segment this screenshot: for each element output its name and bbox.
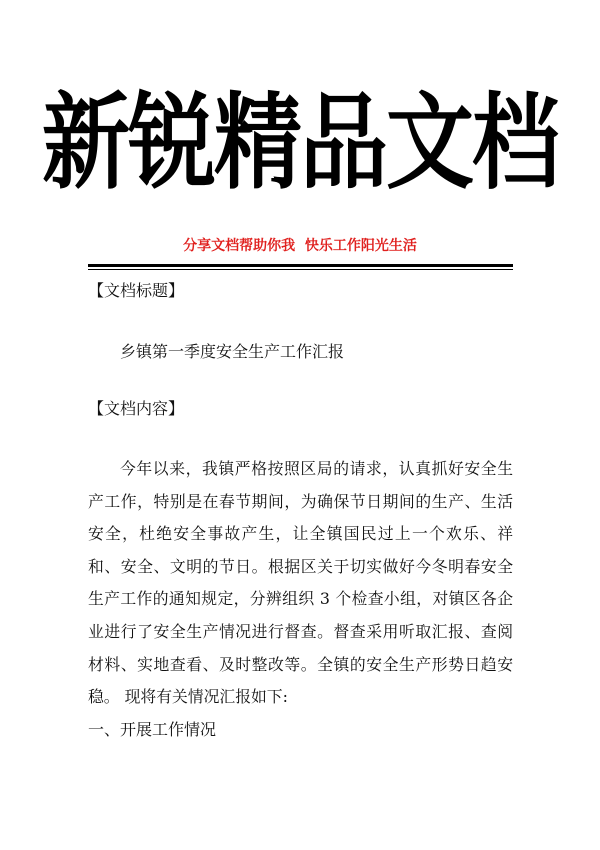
content-label: 【文档内容】 <box>88 399 185 418</box>
slogan: 分享文档帮助你我 快乐工作阳光生活 <box>183 238 417 254</box>
body-paragraph: 今年以来，我镇严格按照区局的请求，认真抓好安全生产工作，特别是在春节期间，为确保节日期间的生产、生活安全，杜绝安全事故产生，让全镇国民过上一个欢乐、祥和、安全、文明的节日。根据区关于切实做好今冬明春安全生产工作的通知规定，分辨组织 3 个检查小组，对镇区各企业进行了安全生产情况进行督查。督查采用听取汇报、查阅材料、实地查看、及时整改等。全镇的安全生产形势日趋安稳。 现将有关情况汇报如下: <box>88 459 513 707</box>
divider-thin <box>88 269 513 270</box>
document-title: 乡镇第一季度安全生产工作汇报 <box>120 342 345 361</box>
title-label: 【文档标题】 <box>88 281 185 300</box>
banner-title: 新锐精品文档 <box>41 81 558 204</box>
divider-thick <box>88 264 513 267</box>
section-heading: 一、开展工作情况 <box>88 719 217 739</box>
document-content <box>88 275 513 746</box>
